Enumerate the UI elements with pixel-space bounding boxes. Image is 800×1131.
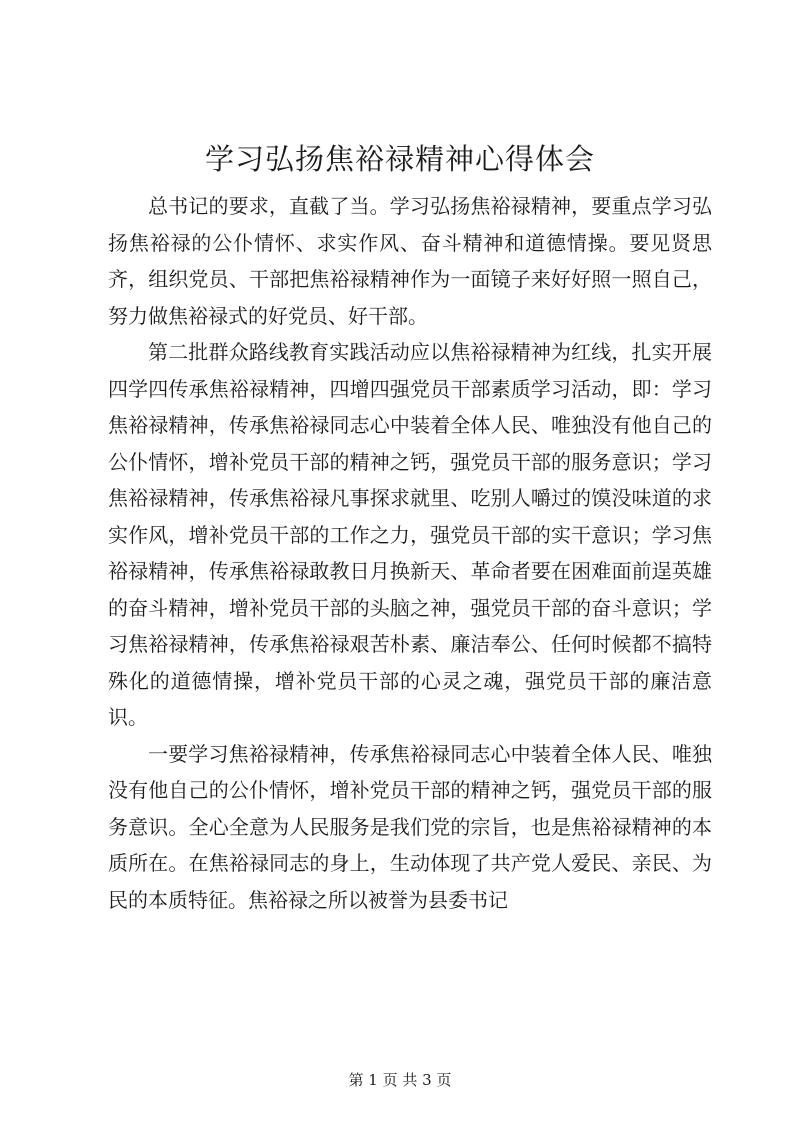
paragraph: 一要学习焦裕禄精神，传承焦裕禄同志心中装着全体人民、唯独没有他自己的公仆情怀，增补党员干部的精神之钙，强党员干部的服务意识。全心全意为人民服务是我们党的宗旨，也是焦裕禄精神的本质所在。在焦裕禄同志的身上，生动体现了共产党人爱民、亲民、为民的本质特征。焦裕禄之所以被誉为县委书记 <box>108 741 712 912</box>
paragraph: 总书记的要求，直截了当。学习弘扬焦裕禄精神，要重点学习弘扬焦裕禄的公仆情怀、求实作风、奋斗精神和道德情操。要见贤思齐，组织党员、干部把焦裕禄精神作为一面镜子来好好照一照自己，努力做焦裕禄式的好党员、好干部。 <box>108 194 712 328</box>
paragraph: 第二批群众路线教育实践活动应以焦裕禄精神为红线，扎实开展四学四传承焦裕禄精神，四增四强党员干部素质学习活动，即：学习焦裕禄精神，传承焦裕禄同志心中装着全体人民、唯独没有他自己的公仆情怀，增补党员干部的精神之钙，强党员干部的服务意识；学习焦裕禄精神，传承焦裕禄凡事探求就里、吃别人嚼过的馍没味道的求实作风，增补党员干部的工作之力，强党员干部的实干意识；学习焦裕禄精神，传承焦裕禄敢教日月换新天、革命者要在困难面前逞英雄的奋斗精神，增补党员干部的头脑之神，强党员干部的奋斗意识；学习焦裕禄精神，传承焦裕禄艰苦朴素、廉洁奉公、任何时候都不搞特殊化的道德情操，增补党员干部的心灵之魂，强党员干部的廉洁意识。 <box>108 340 712 729</box>
document-body <box>108 188 712 918</box>
document-title: 学习弘扬焦裕禄精神心得体会 <box>204 142 595 176</box>
page-number-footer: 第 1 页 共 3 页 <box>348 1071 452 1089</box>
